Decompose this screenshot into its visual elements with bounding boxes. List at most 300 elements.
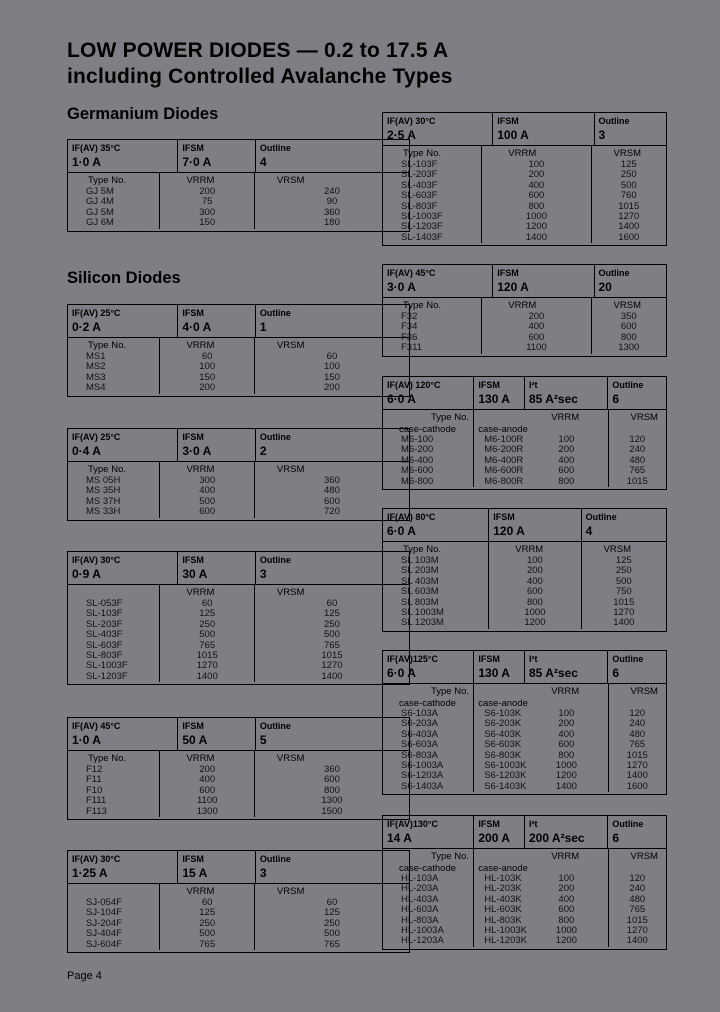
header-label: Outline: [259, 721, 291, 731]
table-ge-1a: [67, 139, 410, 232]
page-number: Page 4: [67, 970, 102, 982]
table-cell: S6-103A: [401, 708, 438, 719]
table-cell: 1015: [618, 200, 640, 212]
table-cell: 60: [201, 351, 213, 362]
table-cell: HL-1003K: [484, 924, 527, 936]
table-header: [382, 376, 667, 410]
table-cell: 125: [199, 608, 216, 620]
table-cell: HL-603A: [401, 904, 439, 916]
table-cell: SL-103F: [86, 608, 123, 620]
column-head: VRRM: [186, 587, 215, 598]
header-value: 4: [585, 524, 593, 538]
header-cell: [68, 552, 178, 584]
table-cell: 400: [528, 321, 545, 333]
column-head: VRSM: [630, 412, 658, 423]
table-cell: 200: [324, 382, 340, 394]
table-column: [68, 173, 160, 229]
table-cell: 75: [201, 196, 213, 208]
header-label: IFSM: [497, 268, 519, 278]
column-head: Type No.: [403, 148, 442, 159]
column-head: VRSM: [630, 686, 658, 697]
column-head: [68, 585, 159, 599]
table-column: [592, 298, 666, 354]
column-head: VRRM: [551, 851, 580, 862]
table-cell: 250: [620, 169, 637, 181]
table-cell: SL-1203F: [86, 670, 128, 682]
table-cell: 400: [558, 893, 575, 905]
column-head: VRRM: [186, 464, 215, 475]
table-cell: 240: [324, 186, 340, 197]
header-label: IFSM: [182, 143, 204, 153]
table-cell: 125: [199, 907, 216, 919]
column-head: VRSM: [613, 148, 641, 159]
header-label: IF(AV)130°C: [387, 819, 438, 829]
table-cell: 480: [629, 893, 646, 905]
table-cell: 1270: [618, 210, 640, 222]
table-cell: HL-1203K: [484, 935, 527, 947]
header-cell: [608, 377, 666, 409]
table-cell: SL 403M: [401, 575, 439, 587]
column-head: VRSM: [613, 300, 641, 311]
table-cell: 765: [199, 639, 216, 651]
header-cell: [68, 718, 178, 750]
header-value: 1·0 A: [72, 155, 101, 169]
table-cell: 200: [199, 382, 216, 394]
table-cell: GJ 4M: [86, 196, 114, 208]
table-cell: 765: [199, 938, 216, 950]
column-head: Type No.: [88, 464, 127, 475]
header-label: Outline: [259, 308, 291, 318]
header-value: 6·0 A: [387, 666, 416, 680]
table-cell: F34: [401, 321, 418, 333]
header-label: IFSM: [478, 654, 500, 664]
table-column: [383, 684, 474, 792]
table-cell: 600: [199, 784, 216, 796]
column-head: Type No.: [88, 175, 127, 186]
header-label: Outline: [598, 268, 630, 278]
table-cell: S6-1403K: [484, 780, 527, 792]
table-cell: 100: [526, 555, 543, 566]
table-cell: 600: [620, 321, 637, 333]
table-cell: M6-400R: [484, 454, 524, 466]
table-column: [609, 410, 667, 487]
table-cell: 100: [558, 434, 575, 445]
table-cell: 300: [199, 206, 216, 218]
header-cell: [178, 718, 256, 750]
column-head: Type No.: [431, 851, 470, 862]
column-head: VRRM: [551, 412, 580, 423]
table-header: [67, 850, 410, 884]
header-label: Outline: [598, 116, 630, 126]
header-label: Outline: [612, 654, 644, 664]
table-cell: SL-103F: [401, 159, 438, 170]
table-body: [382, 298, 667, 357]
table-cell: HL-1003A: [401, 924, 444, 936]
section-germanium: Germanium Diodes: [67, 105, 219, 123]
table-cell: SL-1003F: [401, 210, 443, 222]
column-head: [474, 849, 525, 863]
table-cell: 100: [558, 708, 575, 719]
header-value: 200 A: [478, 831, 510, 845]
table-cell: MS1: [86, 351, 106, 362]
table-si-10a: [67, 717, 410, 820]
table-body: [382, 849, 667, 950]
column-head: VRSM: [276, 464, 305, 475]
table-cell: 60: [201, 897, 213, 908]
header-label: IF(AV) 80°C: [387, 512, 436, 522]
column-head: VRRM: [186, 753, 215, 764]
table-cell: 1000: [525, 210, 547, 222]
table-cell: 1100: [526, 342, 547, 354]
table-cell: MS4: [86, 382, 106, 394]
column-head: Type No.: [403, 544, 442, 555]
table-cell: 760: [620, 190, 637, 202]
table-cell: 120: [629, 873, 646, 884]
table-cell: 1200: [525, 221, 547, 233]
table-cell: 600: [199, 506, 216, 518]
table-header: [67, 304, 410, 338]
column-subhead: case-cathode: [399, 424, 457, 435]
table-cell: 1100: [196, 795, 218, 807]
table-cell: F311: [401, 342, 422, 354]
column-head: Type No.: [88, 340, 127, 351]
header-cell: [178, 305, 256, 337]
table-cell: 125: [324, 907, 340, 919]
header-cell: [383, 113, 493, 145]
table-si-02a: [67, 304, 410, 397]
header-value: 3: [259, 567, 267, 581]
table-cell: 120: [629, 434, 646, 445]
table-cell: 1015: [626, 749, 648, 761]
table-cell: 360: [324, 475, 340, 486]
table-cell: SL-603F: [86, 639, 123, 651]
table-column: [582, 542, 666, 629]
column-head: VRSM: [603, 544, 632, 555]
column-head: VRRM: [508, 148, 537, 159]
table-cell: 765: [629, 465, 646, 477]
table-cell: SL-1003F: [86, 660, 128, 672]
table-cell: F111: [86, 795, 107, 807]
column-head: VRRM: [186, 175, 215, 186]
header-value: 120 A: [497, 280, 529, 294]
table-body: [382, 684, 667, 795]
table-cell: SL-403F: [401, 179, 438, 191]
table-cell: 250: [615, 565, 632, 577]
table-cell: 1000: [524, 606, 546, 618]
table-column: [160, 751, 254, 817]
table-cell: 1300: [196, 805, 218, 817]
header-cell: [608, 816, 666, 848]
table-cell: S6-103K: [484, 708, 522, 719]
page-title: [67, 38, 453, 90]
header-label: IFSM: [493, 512, 515, 522]
table-cell: 1000: [555, 759, 577, 771]
header-value: 2: [259, 444, 267, 458]
table-cell: 500: [199, 629, 216, 641]
table-cell: 600: [324, 495, 340, 507]
header-value: 15 A: [182, 866, 208, 880]
column-head: [474, 410, 525, 424]
table-cell: 90: [326, 196, 338, 208]
header-label: IFSM: [182, 721, 204, 731]
header-cell: [178, 552, 256, 584]
table-cell: 1015: [613, 596, 635, 608]
column-head: [68, 884, 159, 898]
table-cell: M6-600R: [484, 465, 524, 477]
header-label: IF(AV)125°C: [387, 654, 438, 664]
header-label: Outline: [585, 512, 617, 522]
table-cell: M6-200: [401, 444, 434, 456]
table-cell: 720: [324, 506, 340, 518]
column-head: VRRM: [186, 340, 215, 351]
table-column: [383, 146, 482, 243]
table-cell: 240: [629, 883, 646, 895]
table-cell: 250: [199, 618, 216, 630]
header-label: IF(AV) 120°C: [387, 380, 441, 390]
table-cell: 765: [324, 639, 340, 651]
header-value: 1·0 A: [72, 733, 101, 747]
table-cell: F113: [86, 805, 107, 817]
table-cell: 400: [199, 485, 216, 497]
table-cell: F11: [86, 774, 102, 786]
table-si-04a: [67, 428, 410, 521]
table-cell: 360: [324, 206, 340, 218]
table-cell: S6-1403A: [401, 780, 444, 792]
table-cell: 200: [558, 883, 575, 895]
title-line-2: including Controlled Avalanche Types: [67, 65, 453, 88]
header-value: 20: [598, 280, 612, 294]
table-column: [160, 884, 254, 950]
table-cell: SL-403F: [86, 629, 123, 641]
table-cell: S6-803K: [484, 749, 522, 761]
table-cell: S6-403K: [484, 728, 522, 740]
header-value: 3·0 A: [182, 444, 212, 458]
header-value: 6·0 A: [387, 392, 416, 406]
table-column: [160, 585, 254, 682]
header-label: IFSM: [478, 819, 500, 829]
table-body: [382, 146, 667, 246]
header-value: 0·4 A: [72, 444, 101, 458]
column-subhead: case-cathode: [399, 698, 457, 709]
header-label: IFSM: [182, 432, 204, 442]
table-header: [67, 551, 410, 585]
table-cell: 200: [526, 565, 543, 577]
header-label: IFSM: [497, 116, 519, 126]
table-column: [489, 542, 581, 629]
table-cell: 1270: [321, 660, 343, 672]
header-cell: [525, 816, 608, 848]
table-cell: S6-803A: [401, 749, 438, 761]
header-cell: [383, 816, 474, 848]
table-column: [68, 338, 160, 394]
table-cell: 1270: [626, 924, 648, 936]
table-cell: 1600: [618, 231, 640, 243]
column-head: VRRM: [508, 300, 537, 311]
table-cell: 600: [558, 739, 575, 751]
header-cell: [525, 377, 608, 409]
table-cell: 200: [199, 764, 216, 775]
header-cell: [383, 265, 493, 297]
header-value: 6·0 A: [387, 524, 416, 538]
table-header: [382, 112, 667, 146]
table-si-25a: [382, 112, 667, 246]
header-label: IF(AV) 35°C: [72, 143, 121, 153]
header-cell: [383, 377, 474, 409]
table-cell: M6-100R: [484, 434, 524, 445]
column-subhead: case-anode: [478, 698, 528, 709]
table-cell: 800: [558, 475, 575, 487]
table-body: [67, 338, 410, 397]
header-label: I²t: [529, 654, 538, 664]
table-cell: F32: [401, 311, 418, 322]
header-value: 7·0 A: [182, 155, 212, 169]
table-column: [383, 410, 474, 487]
table-cell: SL-1203F: [401, 221, 443, 233]
header-value: 2·5 A: [387, 128, 416, 142]
table-cell: MS3: [86, 371, 106, 383]
table-cell: SL-803F: [401, 200, 438, 212]
table-cell: 1200: [555, 770, 577, 782]
table-cell: M6-400: [401, 454, 434, 466]
table-cell: F12: [86, 764, 103, 775]
header-cell: [595, 265, 667, 297]
table-body: [67, 751, 410, 820]
header-value: 5: [259, 733, 267, 747]
table-cell: 200: [558, 718, 575, 730]
table-cell: HL-803A: [401, 914, 439, 926]
table-column: [68, 585, 160, 682]
table-cell: HL-403A: [401, 893, 439, 905]
table-cell: S6-603K: [484, 739, 522, 751]
table-column: [474, 849, 528, 947]
table-cell: M6-800R: [484, 475, 524, 487]
header-value: 130 A: [478, 666, 510, 680]
table-cell: 1400: [321, 670, 343, 682]
header-label: IFSM: [182, 308, 204, 318]
table-cell: S6-1003K: [484, 759, 527, 771]
table-cell: SL 103M: [401, 555, 439, 566]
table-column: [482, 146, 591, 243]
table-column: [383, 849, 474, 947]
table-column: [68, 884, 160, 950]
table-cell: HL-103A: [401, 873, 439, 884]
table-cell: SJ-604F: [86, 938, 122, 950]
table-cell: 250: [324, 917, 340, 929]
table-cell: S6-203A: [401, 718, 438, 730]
header-value: 14 A: [387, 831, 412, 845]
table-column: [160, 462, 254, 518]
table-cell: SL 1003M: [401, 606, 444, 618]
header-label: IF(AV) 30°C: [72, 555, 121, 565]
table-cell: 500: [615, 575, 632, 587]
table-cell: 400: [526, 575, 543, 587]
header-cell: [474, 816, 525, 848]
table-column: [525, 410, 608, 487]
table-column: [609, 684, 667, 792]
table-cell: SJ-054F: [86, 897, 122, 908]
table-cell: 800: [558, 914, 575, 926]
column-head: VRRM: [515, 544, 544, 555]
header-label: IF(AV) 25°C: [72, 308, 121, 318]
column-head: Type No.: [88, 753, 127, 764]
table-header: [382, 264, 667, 298]
column-head: VRSM: [276, 175, 305, 186]
table-cell: 250: [324, 618, 340, 630]
table-cell: 1270: [626, 759, 648, 771]
table-body: [67, 462, 410, 521]
table-cell: 100: [199, 361, 216, 373]
header-label: I²t: [529, 380, 538, 390]
table-cell: 200: [528, 311, 545, 322]
table-cell: M6-600: [401, 465, 434, 477]
table-cell: 150: [199, 217, 216, 229]
table-cell: 1015: [626, 475, 648, 487]
table-cell: GJ 5M: [86, 186, 114, 197]
table-cell: M6-200R: [484, 444, 524, 456]
header-value: 50 A: [182, 733, 208, 747]
table-cell: 125: [620, 159, 637, 170]
table-cell: 1200: [524, 617, 546, 629]
header-value: 4·0 A: [182, 320, 212, 334]
table-cell: 500: [199, 495, 216, 507]
table-cell: MS 05H: [86, 475, 121, 486]
header-value: 130 A: [478, 392, 510, 406]
table-cell: 750: [615, 586, 632, 598]
table-cell: SL 803M: [401, 596, 439, 608]
table-cell: SL-203F: [86, 618, 123, 630]
table-cell: 1400: [626, 935, 648, 947]
table-column: [383, 542, 489, 629]
table-cell: HL-203K: [484, 883, 522, 895]
table-cell: 1270: [613, 606, 635, 618]
header-cell: [493, 113, 594, 145]
table-cell: 500: [324, 629, 340, 641]
table-cell: 480: [324, 485, 340, 497]
table-cell: SL-203F: [401, 169, 438, 181]
table-cell: 1300: [321, 795, 343, 807]
header-cell: [383, 651, 474, 683]
table-cell: F36: [401, 331, 418, 343]
table-cell: 360: [324, 764, 340, 775]
table-column: [160, 338, 254, 394]
header-cell: [608, 651, 666, 683]
header-label: IF(AV) 45°C: [72, 721, 121, 731]
table-cell: 800: [620, 331, 637, 343]
header-value: 3: [598, 128, 606, 142]
header-value: 6: [612, 831, 620, 845]
table-cell: 150: [199, 371, 216, 383]
table-cell: 100: [324, 361, 340, 373]
table-cell: 600: [558, 904, 575, 916]
table-cell: SL-1403F: [401, 231, 443, 243]
table-cell: MS 35H: [86, 485, 121, 497]
table-cell: SL-803F: [86, 649, 123, 661]
header-label: Outline: [259, 143, 291, 153]
table-si-60a-slm: [382, 508, 667, 632]
table-cell: HL-1203A: [401, 935, 444, 947]
header-cell: [489, 509, 581, 541]
table-cell: 400: [558, 454, 575, 466]
table-si-30a: [382, 264, 667, 357]
table-cell: 800: [526, 596, 543, 608]
header-label: Outline: [612, 380, 644, 390]
table-cell: 60: [326, 351, 338, 362]
table-cell: 200: [528, 169, 545, 181]
header-value: 1: [259, 320, 267, 334]
column-head: VRRM: [186, 886, 215, 897]
table-cell: 1400: [525, 231, 547, 243]
table-cell: HL-603K: [484, 904, 522, 916]
